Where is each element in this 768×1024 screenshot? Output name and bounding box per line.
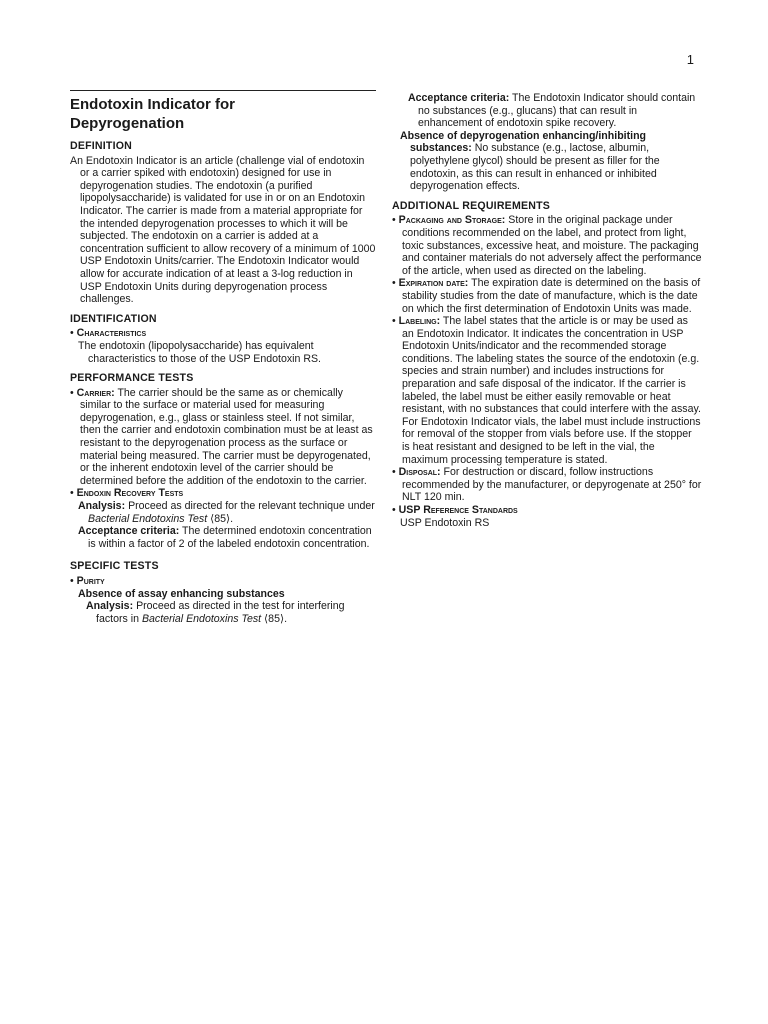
purity-item: • Purity [70, 575, 105, 587]
purity-acceptance-text: The Endotoxin Indicator should contain no substances (e.g., glucans) that can result in enhancement of endotoxin spike recovery. [418, 92, 696, 130]
recovery-label: Endoxin Recovery Tests [76, 487, 184, 500]
disposal-item: • Disposal: For destruction or discard, follow instructions recommended by the manufacturer, or depyrogenate at 250° for NLT 120 min. [392, 466, 702, 504]
analysis-ref-num: ⟨85⟩. [210, 512, 234, 525]
expiration-label: Expiration date: [398, 277, 469, 290]
acceptance-text: The determined endotoxin concentration is within a factor of 2 of the labeled endotoxin concentration. [88, 525, 372, 550]
disposal-label: Disposal: [398, 466, 441, 479]
purity-analysis-ref-num: ⟨85⟩. [264, 612, 288, 625]
definition-text: An Endotoxin Indicator is an article (challenge vial of endotoxin or a carrier spiked with endotoxin) designed for use in depyrogenation studies. The endotoxin (a purified lipopolysaccharide) is validated for use in or on an Endotoxin Indicator. The carrier is made from a material appropriate for the intended depyrogenation processes to which it will be subjected. The endotoxin on a carrier is added at a concentration sufficient to allow recovery of a minimum of 1000 USP Endotoxin Units/carrier. The Endotoxin Indicator would allow for accurate indication of at least a 3-log reduction in USP Endotoxin Units during depyrogenation process challenges. [70, 154, 376, 306]
performance-heading: PERFORMANCE TESTS [70, 372, 194, 385]
recovery-acceptance [70, 525, 376, 550]
absence2-label: Absence of depyrogenation enhancing/inhibiting substances: [400, 129, 647, 155]
purity-analysis-ref: Bacterial Endotoxins Test [141, 612, 262, 625]
carrier-text: The carrier should be the same as or chemically similar to the surface or material used for measuring depyrogenation, e.g., glass or stainless steel. If not similar, then the carrier and endotoxin combination must be at least as resistant to the depyrogenation process as the surface or material being measured. The carrier must be depyrogenated, or the inherent endotoxin level of the carrier should be determined before the addition of the endotoxin to the carrier. [80, 386, 373, 487]
analysis-label: Analysis: [78, 500, 126, 513]
identification-heading: IDENTIFICATION [70, 312, 157, 325]
analysis-ref: Bacterial Endotoxins Test [88, 512, 208, 525]
definition-heading: DEFINITION [70, 140, 133, 152]
purity-analysis-label: Analysis: [86, 600, 134, 613]
characteristics-item [70, 327, 376, 340]
labeling-text: The label states that the article is or may be used as an Endotoxin Indicator. It indicates the concentration in USP Endotoxin Units/indicator and the recommended storage conditions. The labeling states the source of the endotoxin (e.g. species and strain number) and includes instructions for preparation and safe disposal of the indicator. If the carrier is labeled, the label must be either easily removable or heat resistant, with no substances that could interfere with the assay. For Endotoxin Indicator vials, the label must include instructions for removal of the stopper from vials before use. If the stopper is heat resistant and designed to be left in the vial, the maximum processing temperature is stated. [402, 315, 701, 466]
carrier-label: Carrier: [76, 386, 115, 399]
disposal-text: For destruction or discard, follow instructions recommended by the manufacturer, or depyrogenate at 250° for NLT 120 min. [402, 466, 702, 504]
page-number: 1 [686, 52, 694, 67]
labeling-label: Labeling: [398, 315, 441, 328]
purity-acceptance [392, 92, 702, 130]
usp-text: USP Endotoxin RS [400, 516, 490, 529]
packaging-label: Packaging and Storage: [398, 214, 506, 227]
packaging-item: • Packaging and Storage: Store in the original package under conditions recommended on the label, and protect from light, toxic substances, excessive heat, and moisture. The packaging and container materials do not adversely affect the performance of the article, when used as directed on the labeling. [392, 214, 702, 277]
specific-heading: SPECIFIC TESTS [70, 560, 159, 573]
usp-item: • USP Reference Standards [392, 504, 518, 516]
title-line-1: Endotoxin Indicator for [70, 96, 235, 113]
bullet: • [70, 327, 74, 340]
expiration-text: The expiration date is determined on the basis of stability studies from the date of manufacture, which is the date on which the first determination of Endotoxin Units was made. [402, 277, 701, 315]
absence-label: Absence of assay enhancing substances [78, 587, 285, 600]
acceptance-label: Acceptance criteria: [78, 525, 180, 538]
document-title [70, 95, 376, 133]
packaging-text: Store in the original package under conditions recommended on the label, and protect from light, toxic substances, excessive heat, and moisture. The packaging and container materials do not adversely affect the performance of the article, when used as directed on the labeling. [402, 214, 702, 277]
labeling-item: • Labeling: The label states that the article is or may be used as an Endotoxin Indicator. It indicates the concentration in USP Endotoxin Units/indicator and the recommended storage conditions. The labeling states the source of the endotoxin (e.g. species and strain number) and includes instructions for preparation and safe disposal of the indicator. If the carrier is labeled, the label must be either easily removable or heat resistant, with no substances that could interfere with the assay. For Endotoxin Indicator vials, the label must include instructions for removal of the stopper from vials before use. If the stopper is heat resistant and designed to be left in the vial, the maximum processing temperature is stated. [392, 315, 701, 466]
recovery-item: • Endoxin Recovery Tests [70, 487, 184, 500]
recovery-analysis [70, 500, 376, 525]
right-column [392, 92, 702, 529]
left-column [70, 90, 376, 625]
analysis-text: Proceed as directed for the relevant technique under [128, 500, 375, 513]
title-rule [70, 90, 376, 91]
characteristics-text: The endotoxin (lipopolysaccharide) has equivalent characteristics to those of the USP Endotoxin RS. [78, 339, 321, 365]
purity-acceptance-label: Acceptance criteria: [408, 92, 510, 104]
expiration-item: • Expiration date: The expiration date is determined on the basis of stability studies from the date of manufacture, which is the date on which the first determination of Endotoxin Units was made. [392, 277, 701, 315]
title-line-2: Depyrogenation [70, 115, 185, 132]
characteristics-label: Characteristics [76, 327, 147, 340]
purity-label: Purity [76, 575, 105, 587]
usp-label: USP Reference Standards [398, 504, 518, 516]
depyrogenation-absence [392, 130, 702, 193]
purity-analysis-text: Proceed as directed in the test for interfering factors in [96, 600, 345, 625]
absence2-text: No substance (e.g., lactose, albumin, polyethylene glycol) should be present as filler for the endotoxin, as this can result in enhanced or inhibited depyrogenation effects. [410, 142, 660, 193]
carrier-item: • Carrier: The carrier should be the same as or chemically similar to the surface or material used for measuring depyrogenation, e.g., glass or stainless steel. If not similar, then the carrier and endotoxin combination must be at least as resistant to the depyrogenation process as the surface or material being measured. The carrier must be depyrogenated, or the inherent endotoxin level of the carrier should be determined before the addition of the endotoxin to the carrier. [70, 386, 373, 487]
purity-analysis [70, 600, 376, 625]
additional-heading: ADDITIONAL REQUIREMENTS [392, 199, 551, 212]
